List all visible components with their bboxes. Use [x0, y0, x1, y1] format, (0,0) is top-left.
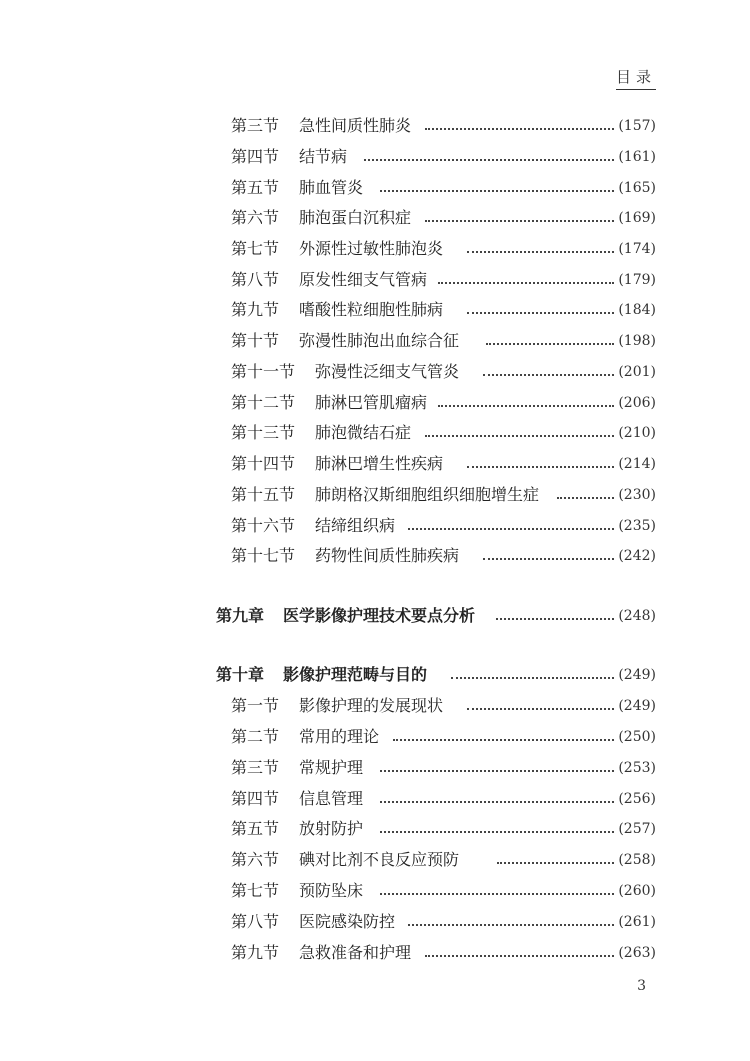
toc-entry[interactable]: [0, 114, 750, 138]
toc-entry-number: 第十节: [231, 331, 280, 350]
toc-leader-dots: [380, 893, 614, 895]
toc-entry-number: 第五节: [231, 819, 280, 838]
toc-entry-title: 影像护理的发展现状: [299, 696, 444, 715]
toc-leader-dots: [408, 528, 614, 530]
toc-entry-page: (260): [618, 883, 656, 899]
toc-entry-number: 第十四节: [231, 454, 296, 473]
page-number: 3: [637, 978, 646, 994]
toc-chapter[interactable]: [0, 663, 750, 687]
toc-entry[interactable]: [0, 879, 750, 903]
toc-entry-title: 原发性细支气管病: [299, 270, 428, 289]
toc-entry-page: (242): [618, 548, 656, 564]
toc-entry-page: (157): [618, 118, 656, 134]
toc-entry-page: (169): [618, 210, 656, 226]
toc-entry-page: (161): [618, 149, 656, 165]
toc-leader-dots: [451, 677, 614, 679]
toc-leader-dots: [497, 862, 614, 864]
toc-leader-dots: [425, 220, 614, 222]
toc-entry-number: 第十六节: [231, 516, 296, 535]
toc-entry-page: (174): [618, 241, 656, 257]
toc-entry-number: 第八节: [231, 912, 280, 931]
toc-entry[interactable]: [0, 544, 750, 568]
toc-leader-dots: [380, 190, 614, 192]
toc-leader-dots: [483, 558, 614, 560]
toc-entry[interactable]: [0, 421, 750, 445]
toc-entry[interactable]: [0, 360, 750, 384]
toc-entry-number: 第七节: [231, 239, 280, 258]
toc-entry-title: 碘对比剂不良反应预防: [299, 850, 460, 869]
toc-entry[interactable]: [0, 787, 750, 811]
page-header-title: 目录: [616, 66, 656, 90]
toc-entry-number: 第十三节: [231, 423, 296, 442]
toc-entry-title: 肺淋巴管肌瘤病: [315, 393, 428, 412]
toc-entry[interactable]: [0, 848, 750, 872]
toc-leader-dots: [408, 924, 614, 926]
toc-entry-page: (179): [618, 272, 656, 288]
toc-chapter-number: 第九章: [216, 606, 265, 625]
toc-chapter-title: 影像护理范畴与目的: [283, 665, 428, 684]
toc-entry[interactable]: [0, 145, 750, 169]
toc-entry-number: 第十五节: [231, 485, 296, 504]
toc-entry[interactable]: [0, 176, 750, 200]
toc-leader-dots: [393, 739, 614, 741]
toc-leader-dots: [380, 801, 614, 803]
toc-entry[interactable]: [0, 483, 750, 507]
toc-entry[interactable]: [0, 756, 750, 780]
toc-entry-number: 第八节: [231, 270, 280, 289]
toc-entry-page: (250): [618, 729, 656, 745]
toc-entry-title: 肺泡蛋白沉积症: [299, 208, 412, 227]
toc-entry-number: 第一节: [231, 696, 280, 715]
toc-leader-dots: [438, 282, 614, 284]
toc-entry-number: 第九节: [231, 300, 280, 319]
toc-entry-number: 第三节: [231, 116, 280, 135]
toc-entry-page: (253): [618, 760, 656, 776]
toc-entry-number: 第九节: [231, 943, 280, 962]
toc-leader-dots: [380, 831, 614, 833]
toc-entry-page: (235): [618, 518, 656, 534]
toc-leader-dots: [438, 405, 614, 407]
toc-entry-title: 信息管理: [299, 789, 364, 808]
toc-entry[interactable]: [0, 391, 750, 415]
toc-entry-title: 急性间质性肺炎: [299, 116, 412, 135]
toc-entry-title: 肺血管炎: [299, 178, 364, 197]
toc-entry-number: 第十二节: [231, 393, 296, 412]
toc-leader-dots: [425, 435, 614, 437]
toc-entry[interactable]: [0, 298, 750, 322]
toc-leader-dots: [467, 708, 614, 710]
toc-entry[interactable]: [0, 910, 750, 934]
toc-entry-page: (198): [618, 333, 656, 349]
toc-chapter-page: (249): [618, 667, 656, 683]
toc-entry-page: (230): [618, 487, 656, 503]
toc-entry-page: (263): [618, 945, 656, 961]
toc-chapter-title: 医学影像护理技术要点分析: [283, 606, 476, 625]
toc-entry-page: (258): [618, 852, 656, 868]
toc-entry-title: 常用的理论: [299, 727, 380, 746]
toc-entry-title: 急救准备和护理: [299, 943, 412, 962]
toc-leader-dots: [467, 466, 614, 468]
toc-entry-number: 第二节: [231, 727, 280, 746]
toc-entry-title: 肺淋巴增生性疾病: [315, 454, 444, 473]
toc-entry-page: (165): [618, 180, 656, 196]
toc-entry-number: 第六节: [231, 208, 280, 227]
toc-leader-dots: [425, 955, 614, 957]
toc-entry-title: 医院感染防控: [299, 912, 396, 931]
toc-leader-dots: [467, 312, 614, 314]
toc-entry-page: (184): [618, 302, 656, 318]
toc-entry-number: 第十一节: [231, 362, 296, 381]
toc-entry-title: 结缔组织病: [315, 516, 396, 535]
toc-leader-dots: [483, 374, 614, 376]
toc-entry-page: (256): [618, 791, 656, 807]
toc-entry-title: 药物性间质性肺疾病: [315, 546, 460, 565]
toc-entry-number: 第三节: [231, 758, 280, 777]
toc-entry-title: 外源性过敏性肺泡炎: [299, 239, 444, 258]
toc-leader-dots: [557, 497, 614, 499]
toc-leader-dots: [486, 343, 614, 345]
toc-entry-title: 结节病: [299, 147, 348, 166]
toc-entry-page: (257): [618, 821, 656, 837]
toc-entry-page: (214): [618, 456, 656, 472]
toc-entry-number: 第四节: [231, 789, 280, 808]
toc-entry-page: (249): [618, 698, 656, 714]
toc-entry[interactable]: [0, 206, 750, 230]
toc-entry-page: (206): [618, 395, 656, 411]
toc-leader-dots: [380, 770, 614, 772]
toc-entry-title: 弥漫性泛细支气管炎: [315, 362, 460, 381]
toc-entry-number: 第五节: [231, 178, 280, 197]
toc-leader-dots: [467, 251, 614, 253]
toc-leader-dots: [364, 159, 614, 161]
toc-entry-number: 第四节: [231, 147, 280, 166]
toc-entry-title: 弥漫性肺泡出血综合征: [299, 331, 460, 350]
toc-entry-page: (261): [618, 914, 656, 930]
toc-leader-dots: [425, 128, 614, 130]
toc-entry[interactable]: [0, 817, 750, 841]
toc-entry[interactable]: [0, 514, 750, 538]
toc-chapter[interactable]: [0, 604, 750, 628]
toc-entry-title: 预防坠床: [299, 881, 364, 900]
toc-entry-title: 肺朗格汉斯细胞组织细胞增生症: [315, 485, 540, 504]
toc-entry-title: 肺泡微结石症: [315, 423, 412, 442]
toc-entry[interactable]: [0, 452, 750, 476]
toc-entry[interactable]: [0, 725, 750, 749]
toc-entry-title: 嗜酸性粒细胞性肺病: [299, 300, 444, 319]
toc-entry-number: 第七节: [231, 881, 280, 900]
toc-entry[interactable]: [0, 329, 750, 353]
toc-leader-dots: [496, 618, 614, 620]
toc-entry[interactable]: [0, 237, 750, 261]
toc-entry-number: 第六节: [231, 850, 280, 869]
toc-entry-title: 放射防护: [299, 819, 364, 838]
toc-entry[interactable]: [0, 941, 750, 965]
toc-entry-number: 第十七节: [231, 546, 296, 565]
toc-chapter-number: 第十章: [216, 665, 265, 684]
toc-entry[interactable]: [0, 694, 750, 718]
toc-chapter-page: (248): [618, 608, 656, 624]
toc-entry[interactable]: [0, 268, 750, 292]
toc-entry-title: 常规护理: [299, 758, 364, 777]
toc-entry-page: (201): [618, 364, 656, 380]
toc-entry-page: (210): [618, 425, 656, 441]
